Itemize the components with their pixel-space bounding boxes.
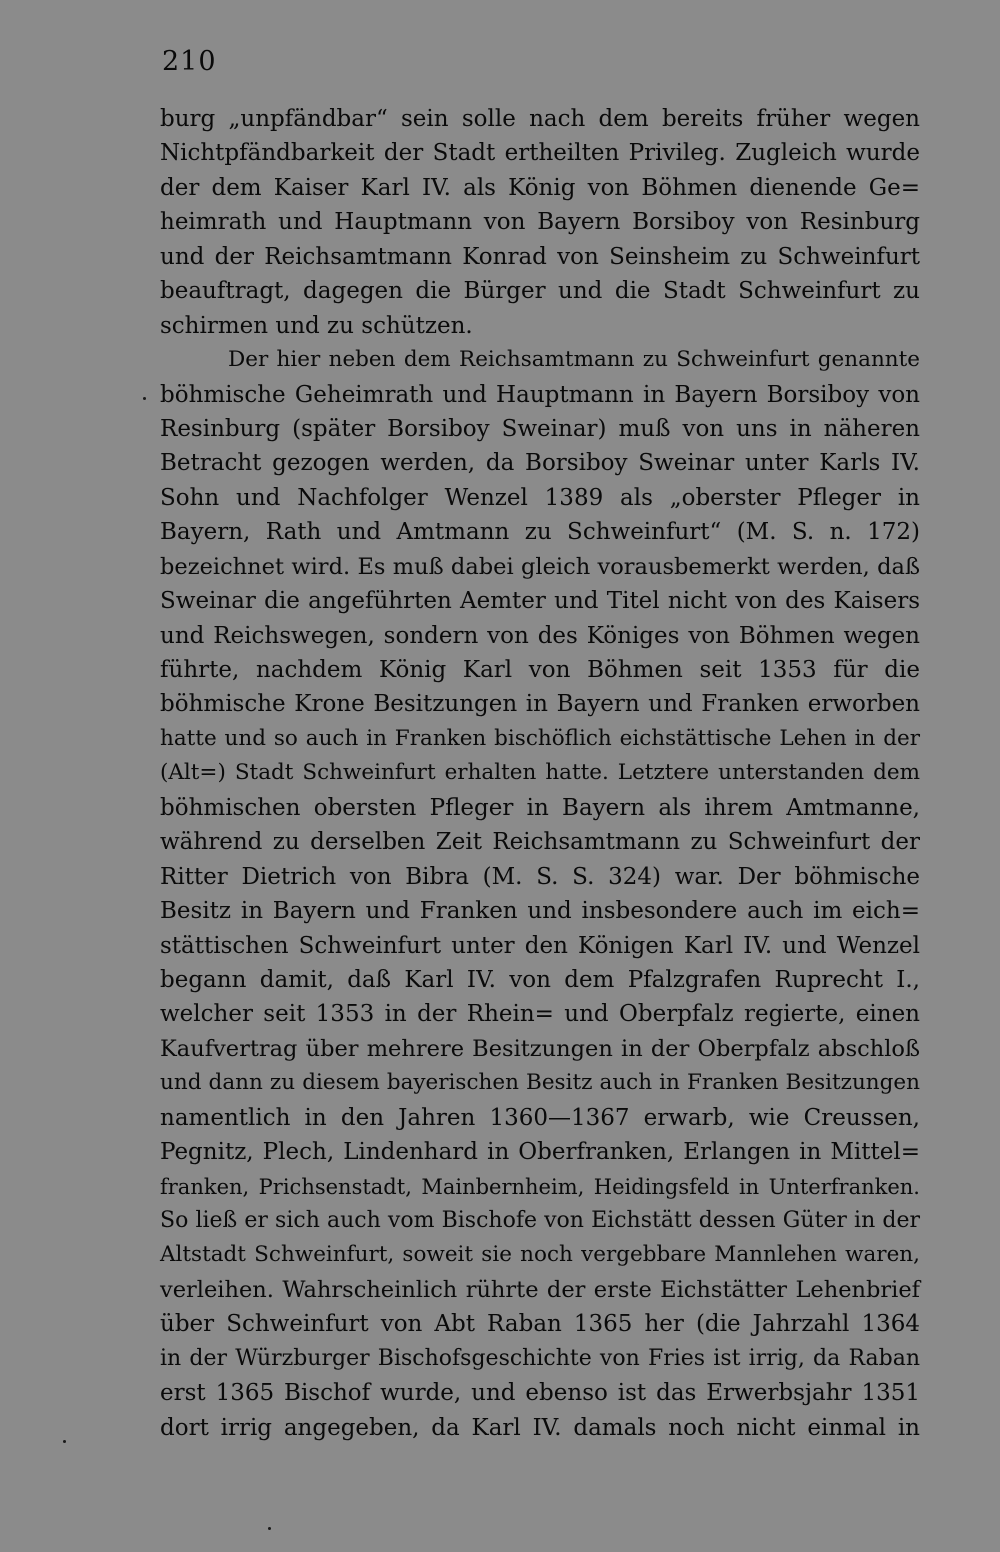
text-line: Kaufvertrag über mehrere Besitzungen in der Oberpfalz abschloß	[160, 1035, 920, 1062]
text-line: Betracht gezogen werden, da Borsiboy Sweinar unter Karls IV.	[160, 450, 920, 477]
text-line: franken, Prichsenstadt, Mainbernheim, Heidingsfeld in Unterfranken.	[160, 1174, 920, 1199]
text-line: Altstadt Schweinfurt, soweit sie noch vergebbare Mannlehen waren,	[160, 1242, 920, 1268]
text-line: welcher seit 1353 in der Rhein= und Oberpfalz regierte, einen	[160, 1001, 920, 1028]
text-line: böhmischen obersten Pfleger in Bayern als ihrem Amtmanne,	[160, 794, 920, 821]
text-line: Bayern, Rath und Amtmann zu Schweinfurt“ (M. S. n. 172)	[160, 519, 920, 546]
text-line: erst 1365 Bischof wurde, und ebenso ist das Erwerbsjahr 1351	[160, 1380, 920, 1407]
text-line: führte, nachdem König Karl von Böhmen seit 1353 für die	[160, 657, 920, 683]
margin-speck	[63, 1440, 66, 1443]
text-line: während zu derselben Zeit Reichsamtmann zu Schweinfurt der	[160, 829, 920, 856]
text-line: heimrath und Hauptmann von Bayern Borsiboy von Resinburg	[160, 209, 920, 236]
margin-speck	[143, 397, 146, 400]
body-text	[160, 102, 920, 1445]
text-line: hatte und so auch in Franken bischöflich eichstättische Lehen in der	[160, 725, 920, 751]
text-line: der dem Kaiser Karl IV. als König von Böhmen dienende Ge=	[160, 174, 920, 201]
text-line: namentlich in den Jahren 1360—1367 erwarb, wie Creussen,	[160, 1104, 920, 1131]
text-line: und Reichswegen, sondern von des Königes von Böhmen wegen	[160, 622, 920, 649]
text-line: begann damit, daß Karl IV. von dem Pfalzgrafen Ruprecht I.,	[160, 966, 920, 993]
text-line: dort irrig angegeben, da Karl IV. damals noch nicht einmal in	[160, 1414, 920, 1441]
text-line: Ritter Dietrich von Bibra (M. S. S. 324) war. Der böhmische	[160, 863, 920, 890]
text-line: stättischen Schweinfurt unter den Königen Karl IV. und Wenzel	[160, 932, 920, 959]
text-line: Nichtpfändbarkeit der Stadt ertheilten Privileg. Zugleich wurde	[160, 140, 920, 167]
text-line: Resinburg (später Borsiboy Sweinar) muß von uns in näheren	[160, 415, 920, 442]
text-line: Besitz in Bayern und Franken und insbesondere auch im eich=	[160, 898, 920, 925]
text-line: (Alt=) Stadt Schweinfurt erhalten hatte. Letztere unterstanden dem	[160, 760, 920, 786]
text-line: burg „unpfändbar“ sein solle nach dem bereits früher wegen	[160, 106, 920, 132]
text-line: in der Würzburger Bischofsgeschichte von Fries ist irrig, da Raban	[160, 1345, 920, 1371]
text-line: über Schweinfurt von Abt Raban 1365 her (die Jahrzahl 1364	[160, 1311, 920, 1338]
margin-speck	[268, 1527, 271, 1530]
text-line: Pegnitz, Plech, Lindenhard in Oberfranken, Erlangen in Mittel=	[160, 1139, 920, 1166]
text-line: verleihen. Wahrscheinlich rührte der erste Eichstätter Lehenbrief	[160, 1276, 920, 1303]
text-line: schirmen und zu schützen.	[160, 312, 473, 339]
text-line: und dann zu diesem bayerischen Besitz auch in Franken Besitzungen	[160, 1070, 920, 1096]
text-line: Der hier neben dem Reichsamtmann zu Schweinfurt genannte	[228, 347, 920, 373]
text-line: beauftragt, dagegen die Bürger und die Stadt Schweinfurt zu	[160, 278, 920, 305]
text-line: und der Reichsamtmann Konrad von Seinsheim zu Schweinfurt	[160, 243, 920, 270]
page-number: 210	[162, 46, 217, 77]
text-line: bezeichnet wird. Es muß dabei gleich vorausbemerkt werden, daß	[160, 553, 920, 580]
text-line: Sohn und Nachfolger Wenzel 1389 als „oberster Pfleger in	[160, 484, 920, 511]
text-line: böhmische Geheimrath und Hauptmann in Bayern Borsiboy von	[160, 381, 920, 408]
text-line: So ließ er sich auch vom Bischofe von Eichstätt dessen Güter in der	[160, 1208, 920, 1233]
text-line: Sweinar die angeführten Aemter und Titel nicht von des Kaisers	[160, 588, 920, 615]
text-line: böhmische Krone Besitzungen in Bayern und Franken erworben	[160, 691, 920, 718]
